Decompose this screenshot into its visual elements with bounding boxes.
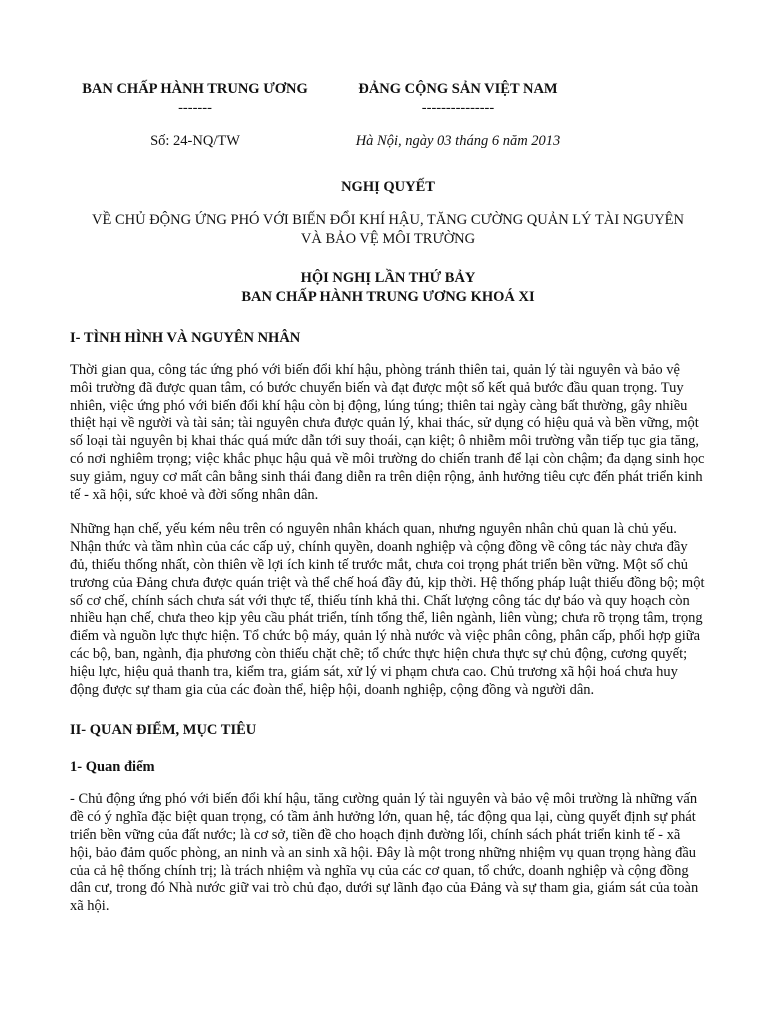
header-right xyxy=(348,80,568,151)
document-number: Số: 24-NQ/TW xyxy=(150,133,240,149)
conference-line-1: HỘI NGHỊ LẦN THỨ BẢY xyxy=(300,270,476,286)
section-1-heading: I- TÌNH HÌNH VÀ NGUYÊN NHÂN xyxy=(70,330,301,346)
title-block xyxy=(70,178,706,307)
document-type-title: NGHỊ QUYẾT xyxy=(341,179,435,195)
conference-line-2: BAN CHẤP HÀNH TRUNG ƯƠNG KHOÁ XI xyxy=(241,289,535,305)
issuer-name: BAN CHẤP HÀNH TRUNG ƯƠNG xyxy=(82,81,308,97)
party-divider: --------------- xyxy=(421,100,495,116)
section-2-heading: II- QUAN ĐIỂM, MỤC TIÊU xyxy=(70,722,257,739)
subject-line-2: VÀ BẢO VỆ MÔI TRƯỜNG xyxy=(300,231,476,247)
document-date: Hà Nội, ngày 03 tháng 6 năm 2013 xyxy=(355,133,561,149)
subject-line-1: VỀ CHỦ ĐỘNG ỨNG PHÓ VỚI BIẾN ĐỔI KHÍ HẬU, TĂNG CƯỜNG QUẢN LÝ TÀI NGUYÊN xyxy=(92,212,684,228)
issuer-divider: ------- xyxy=(178,100,212,116)
document-header xyxy=(70,0,706,150)
section-1-paragraph-1: Thời gian qua, công tác ứng phó với biến đổi khí hậu, phòng tránh thiên tai, quản lý tài nguyên và bảo vệ môi trường đã được quan tâm, có bước chuyển biến và đạt được một số kết quả bước đầu quan trọng. Tuy nhiên, việc ứng phó với biến đổi khí hậu còn bị động, lúng túng; thiên tai ngày càng bất thường, gây nhiều thiệt hại về người và tài sản; tài nguyên chưa được quản lý, khai thác, sử dụng có hiệu quả và bền vững, một số loại tài nguyên bị khai thác quá mức dẫn tới suy thoái, cạn kiệt; ô nhiễm môi trường vẫn tiếp tục gia tăng, có nơi nghiêm trọng; việc khắc phục hậu quả về môi trường do chiến tranh để lại còn chậm; đa dạng sinh học suy giảm, nguy cơ mất cân bằng sinh thái đang diễn ra trên diện rộng, ảnh hưởng tiêu cực đến phát triển kinh tế - xã hội, sức khoẻ và đời sống nhân dân. xyxy=(70,362,705,503)
section-2-paragraph-1: - Chủ động ứng phó với biến đổi khí hậu, tăng cường quản lý tài nguyên và bảo vệ môi trường là những vấn đề có ý nghĩa đặc biệt quan trọng, có tầm ảnh hưởng lớn, quan hệ, tác động qua lại, cùng quyết định sự phát triển bền vững của đất nước; là cơ sở, tiền đề cho hoạch định đường lối, chính sách phát triển kinh tế - xã hội, bảo đảm quốc phòng, an ninh và an sinh xã hội. Đây là một trong những nhiệm vụ quan trọng hàng đầu của cả hệ thống chính trị; là trách nhiệm và nghĩa vụ của các cơ quan, tổ chức, doanh nghiệp và cộng đồng dân cư, trong đó Nhà nước giữ vai trò chủ đạo, dưới sự lãnh đạo của Đảng và sự tham gia, giám sát của toàn xã hội. xyxy=(70,791,699,915)
party-name: ĐẢNG CỘNG SẢN VIỆT NAM xyxy=(358,81,558,97)
header-left xyxy=(70,80,320,151)
section-1-paragraph-2: Những hạn chế, yếu kém nêu trên có nguyên nhân khách quan, nhưng nguyên nhân chủ quan là chủ yếu. Nhận thức và tầm nhìn của các cấp uỷ, chính quyền, doanh nghiệp và cộng đồng về công tác này chưa đầy đủ, thiếu thống nhất, còn thiên về lợi ích kinh tế trước mắt, chưa coi trọng phát triển bền vững. Một số chủ trương của Đảng chưa được quán triệt và thể chế hoá đầy đủ, kịp thời. Hệ thống pháp luật thiếu đồng bộ; một số cơ chế, chính sách chưa sát với thực tế, thiếu tính khả thi. Chất lượng công tác dự báo và quy hoạch còn nhiều hạn chế, chưa theo kịp yêu cầu phát triển, tính tổng thể, liên ngành, liên vùng; chưa rõ trọng tâm, trọng điểm và nguồn lực thực hiện. Tổ chức bộ máy, quản lý nhà nước và việc phân công, phân cấp, phối hợp giữa các bộ, ban, ngành, địa phương còn thiếu chặt chẽ; tổ chức thực hiện chưa thực sự chủ động, cương quyết; hiệu lực, hiệu quả thanh tra, kiểm tra, giám sát, xử lý vi phạm chưa cao. Chủ trương xã hội hoá chưa huy động được sự tham gia của các đoàn thể, hiệp hội, doanh nghiệp, cộng đồng và người dân. xyxy=(70,521,705,698)
subsection-viewpoint-heading: 1- Quan điểm xyxy=(70,759,155,776)
